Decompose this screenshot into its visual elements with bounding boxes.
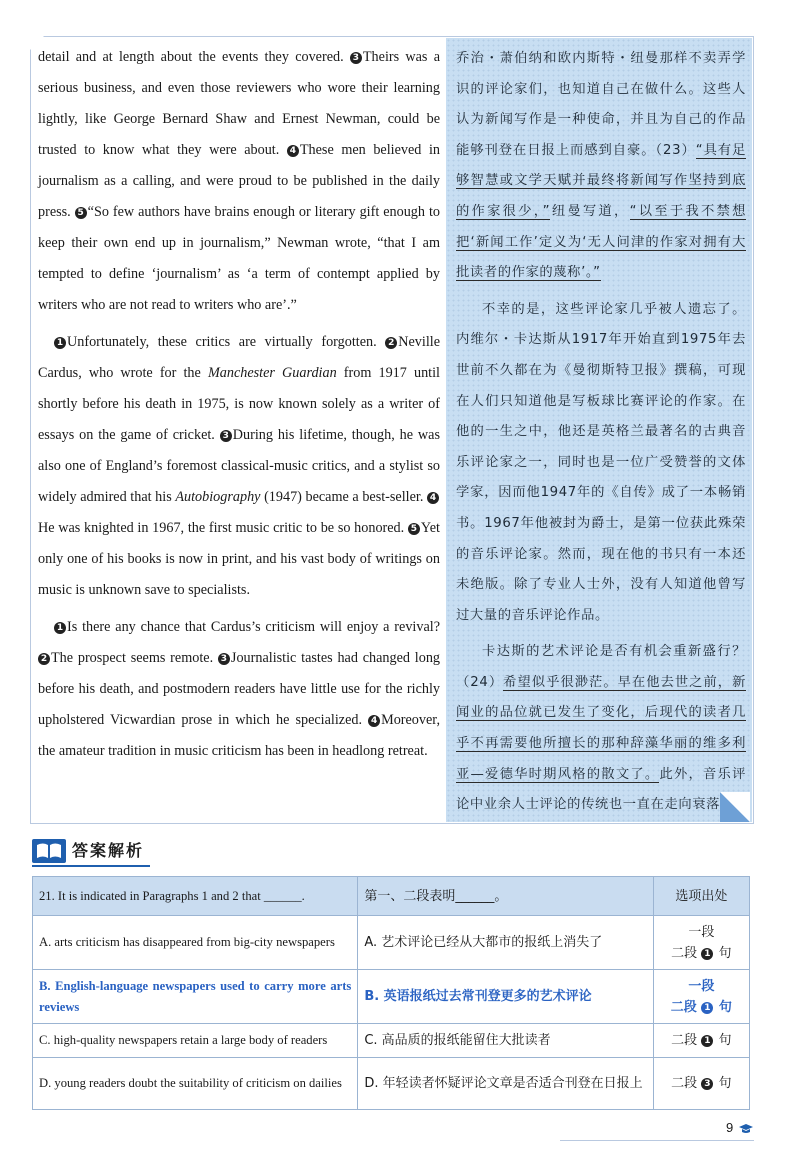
english-passage bbox=[38, 42, 440, 773]
page-curl-cutout bbox=[720, 792, 750, 822]
sentence-marker: 1 bbox=[701, 1035, 713, 1047]
table-row bbox=[33, 1024, 750, 1058]
sentence-marker: 1 bbox=[701, 1002, 713, 1014]
answer-table bbox=[32, 876, 750, 1110]
sentence-marker: 2 bbox=[385, 337, 397, 349]
english-paragraph-1: detail and at length about the events they covered. 3 Theirs was a serious business, and even those reviewers who wore their learning lightly, like George Bernard Shaw and Ernest Newman, could be trusted to know what they were about. 4 These men believed in journalism as a calling, and were proud to be published in the daily press. 5 “So few authors have brains enough or literary gift enough to keep their own end up in journalism,” Newman wrote, “that I am tempted to define ‘journalism’ as ‘a term of contempt applied by writers who are not read to writers who are’.” bbox=[38, 49, 440, 313]
english-paragraph-3: 1 Is there any chance that Cardus’s criticism will enjoy a revival? 2 The prospect seems remote. 3 Journalistic tastes had changed long before his death, and postmodern readers have little use for the richly upholstered Vicwardian prose in which he specialized. 4 Moreover, the amateur tradition in music criticism has been in headlong retreat. bbox=[38, 619, 441, 759]
sentence-marker: 1 bbox=[54, 337, 66, 349]
option-zh: D. 年轻读者怀疑评论文章是否适合刊登在日报上 bbox=[358, 1058, 653, 1110]
option-zh: B. 英语报纸过去常刊登更多的艺术评论 bbox=[358, 970, 653, 1024]
question-stem: 21. It is indicated in Paragraphs 1 and 2 that ______. bbox=[33, 877, 358, 916]
option-en: D. young readers doubt the suitability of criticism on dailies bbox=[33, 1058, 358, 1110]
option-en: C. high-quality newspapers retain a large body of readers bbox=[33, 1024, 358, 1058]
sentence-marker: 1 bbox=[54, 622, 66, 634]
sentence-marker: 3 bbox=[218, 653, 230, 665]
translation-panel bbox=[446, 38, 752, 822]
option-zh: C. 高品质的报纸能留住大批读者 bbox=[358, 1024, 653, 1058]
section-underline bbox=[32, 865, 150, 867]
option-en: B. English-language newspapers used to carry more arts reviews bbox=[33, 970, 358, 1024]
option-source: 一段 二段 1 句 bbox=[653, 970, 749, 1024]
sentence-marker: 4 bbox=[287, 145, 299, 157]
english-paragraph-2: 1 Unfortunately, these critics are virtually forgotten. 2 Neville Cardus, who wrote for the Manchester Guardian from 1917 until shortly before his death in 1975, is now known solely as a writer of essays on the game of cricket. 3 During his lifetime, though, he was also one of England’s foremost classical-music critics, and a stylist so widely admired that his Autobiography (1947) became a best-seller. 4He was knighted in 1967, the first music critic to be so honored. 5 Yet only one of his books is now in print, and his vast body of writings on music is unknown save to specialists. bbox=[38, 334, 440, 598]
table-header-row bbox=[33, 877, 750, 916]
chinese-paragraph-1: 乔治・萧伯纳和欧内斯特・纽曼那样不卖弄学识的评论家们，也知道自己在做什么。这些人认为新闻写作是一种使命，并且为自己的作品能够刊登在日报上而感到自豪。（23）“具有足够智慧或文学天赋并最终将新闻写作坚持到底的作家很少，”纽曼写道，“以至于我不禁想把‘新闻工作’定义为‘无人问津的作家对拥有大批读者的作家的蔑称’。” bbox=[456, 51, 746, 281]
table-row-correct bbox=[33, 970, 750, 1024]
table-row bbox=[33, 916, 750, 970]
underlined-translation: 希望似乎很渺茫。早在他去世之前，新闻业的品位就已发生了变化，后现代的读者几乎不再需要他所擅长的那种辞藻华丽的维多利亚—爱德华时期风格的散文了。 bbox=[456, 674, 746, 782]
sentence-marker: 4 bbox=[427, 492, 439, 504]
chinese-paragraph-2: 不幸的是，这些评论家几乎被人遗忘了。内维尔・卡达斯从1917年开始直到1975年去世前不久都在为《曼彻斯特卫报》撰稿，可现在人们只知道他是写板球比赛评论的作家。在他的一生之中，他还是英格兰最著名的古典音乐评论家之一，同时也是一位广受赞誉的文体学家，因而他1947年的《自传》成了一本畅销书。1967年他被封为爵士，是第一位获此殊荣的音乐评论家。然而，现在他的书只有一本还未绝版。除了专业人士外，没有人知道他曾写过大量的音乐评论作品。 bbox=[456, 301, 746, 623]
source-header: 选项出处 bbox=[653, 877, 749, 916]
option-source: 一段 二段 1 句 bbox=[653, 916, 749, 970]
sentence-marker: 2 bbox=[38, 653, 50, 665]
footer-rule bbox=[560, 1140, 754, 1141]
option-source: 二段 3 句 bbox=[653, 1058, 749, 1110]
sentence-marker: 3 bbox=[350, 52, 362, 64]
option-zh: A. 艺术评论已经从大都市的报纸上消失了 bbox=[358, 916, 653, 970]
sentence-marker: 4 bbox=[368, 715, 380, 727]
underlined-translation: “具有足够智慧或文学天赋并最终将新闻写作坚持到底的作家很少，” bbox=[456, 142, 746, 219]
underlined-translation: “以至于我不禁想把‘新闻工作’定义为‘无人问津的作家对拥有大批读者的作家的蔑称’。” bbox=[456, 203, 746, 281]
sentence-marker: 3 bbox=[220, 430, 232, 442]
graduation-cap-icon bbox=[738, 1122, 754, 1134]
page-number: 9 bbox=[726, 1120, 734, 1135]
open-book-icon bbox=[32, 839, 66, 863]
sentence-marker: 5 bbox=[75, 207, 87, 219]
sentence-marker: 3 bbox=[701, 1078, 713, 1090]
section-title: 答案解析 bbox=[72, 841, 145, 860]
answer-analysis-header bbox=[32, 838, 752, 866]
question-stem-zh: 第一、二段表明______。 bbox=[358, 877, 653, 916]
table-row bbox=[33, 1058, 750, 1110]
chinese-paragraph-3: 卡达斯的艺术评论是否有机会重新盛行？（24）希望似乎很渺茫。早在他去世之前，新闻业的品位就已发生了变化，后现代的读者几乎不再需要他所擅长的那种辞藻华丽的维多利亚—爱德华时期风格的散文了。此外，音乐评论中业余人士评论的传统也一直在走向衰落。 bbox=[456, 644, 746, 813]
option-en: A. arts criticism has disappeared from big-city newspapers bbox=[33, 916, 358, 970]
option-source: 二段 1 句 bbox=[653, 1024, 749, 1058]
sentence-marker: 5 bbox=[408, 523, 420, 535]
sentence-marker: 1 bbox=[701, 948, 713, 960]
